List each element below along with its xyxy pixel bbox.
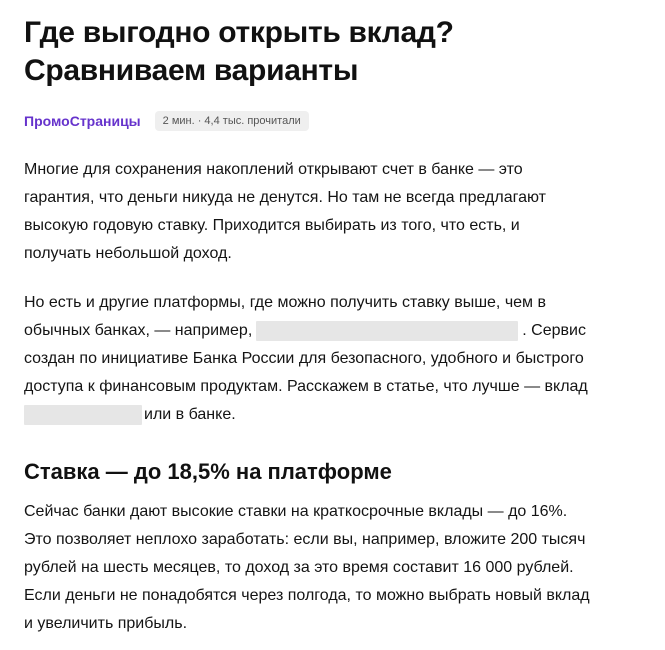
article-title [24, 14, 644, 90]
title-line: Сравниваем варианты [24, 54, 359, 87]
text-line: доступа к финансовым продуктам. Расскажем в статье, что лучше — вклад [24, 378, 588, 395]
source-link[interactable]: ПромоСтраницы [24, 113, 141, 129]
text-line: рублей на шесть месяцев, то доход за это время составит 16 000 рублей. [24, 559, 574, 576]
text-line: получать небольшой доход. [24, 245, 232, 262]
paragraph-rates [24, 498, 644, 638]
text-line [24, 317, 644, 345]
text-segment: или в банке. [144, 406, 236, 423]
text-line: высокую годовую ставку. Приходится выбирать из того, что есть, и [24, 217, 520, 234]
text-line [24, 401, 644, 429]
redacted-link [256, 321, 518, 341]
text-line: Если деньги не понадобятся через полгода, то можно выбрать новый вклад [24, 587, 590, 604]
text-line: Но есть и другие платформы, где можно получить ставку выше, чем в [24, 294, 546, 311]
text-line: Это позволяет неплохо заработать: если вы, например, вложите 200 тысяч [24, 531, 586, 548]
redacted-text [24, 405, 142, 425]
text-segment: обычных банках, — например, [24, 322, 253, 339]
paragraph-intro [24, 156, 644, 268]
text-line: гарантия, что деньги никуда не денутся. Но там не всегда предлагают [24, 189, 546, 206]
section-heading: Ставка — до 18,5% на платформе [24, 459, 392, 484]
text-line: Многие для сохранения накоплений открывают счет в банке — это [24, 161, 523, 178]
text-line: Сейчас банки дают высокие ставки на краткосрочные вклады — до 16%. [24, 503, 568, 520]
read-stats-badge: 2 мин. · 4,4 тыс. прочитали [155, 111, 309, 131]
text-segment: . Сервис [522, 322, 586, 339]
text-line: создан по инициативе Банка России для безопасного, удобного и быстрого [24, 350, 584, 367]
article-meta [24, 110, 309, 132]
title-line: Где выгодно открыть вклад? [24, 16, 454, 49]
text-line: и увеличить прибыль. [24, 615, 188, 632]
paragraph-platform [24, 289, 644, 429]
